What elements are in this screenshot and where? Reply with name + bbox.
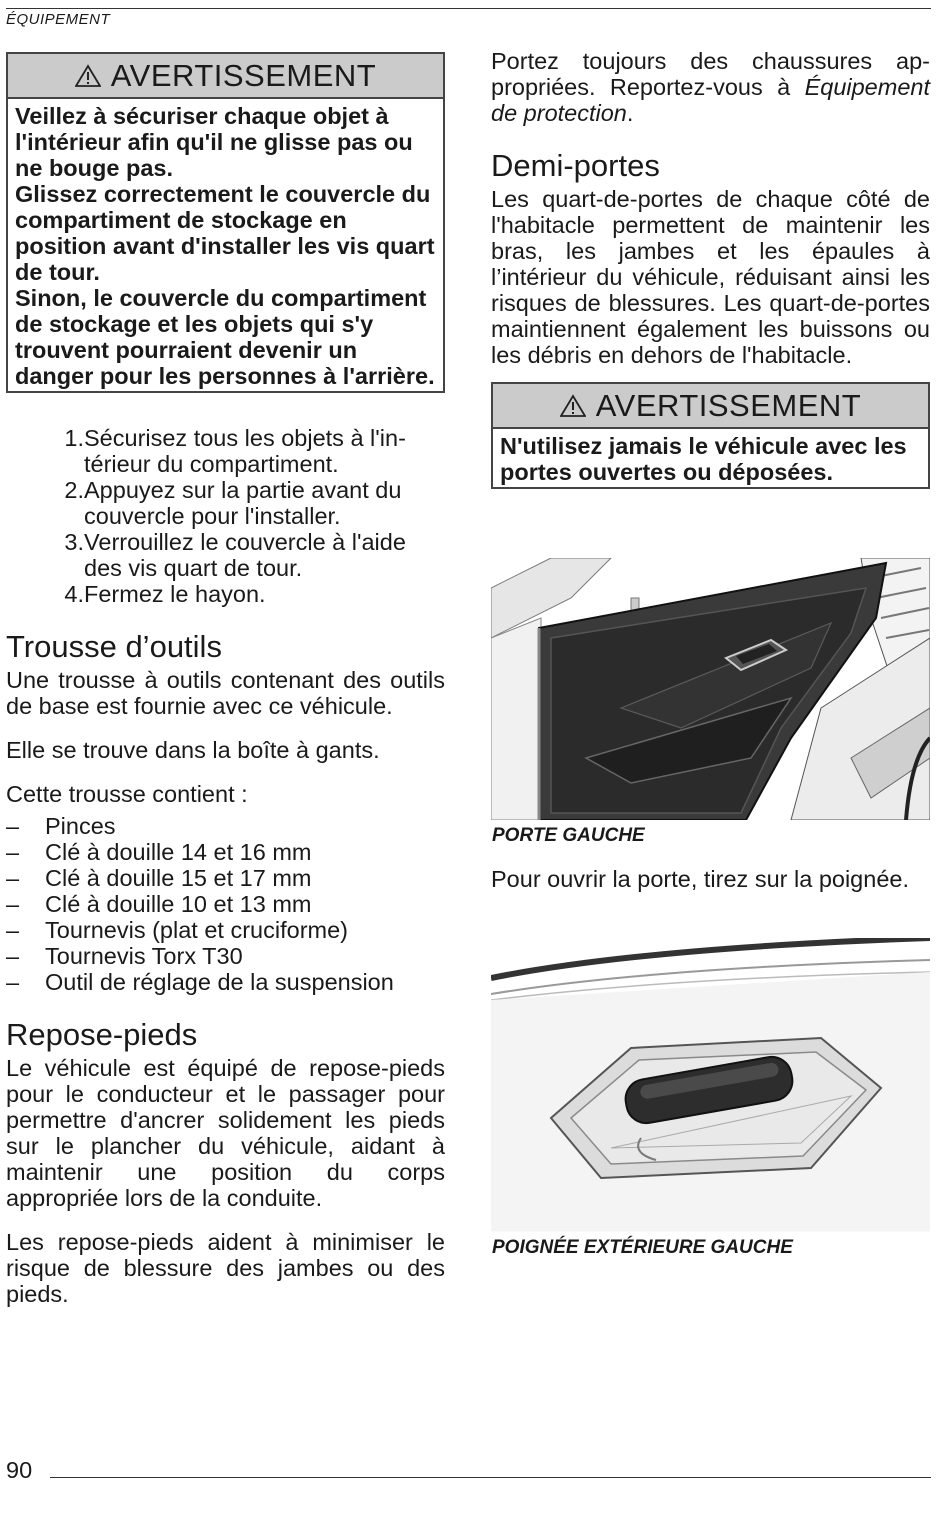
figure-caption-left-door: PORTE GAUCHE <box>492 825 645 846</box>
warning-box-doors <box>491 382 930 489</box>
header-rule <box>6 8 931 9</box>
right-column <box>491 48 930 489</box>
warning-body <box>8 99 443 391</box>
toolkit-heading: Trousse d’outils <box>6 629 222 664</box>
footrest-heading: Repose-pieds <box>6 1017 198 1052</box>
left-column <box>6 52 445 1307</box>
warning-triangle-icon <box>560 394 586 418</box>
figure-caption-exterior-handle: POIGNÉE EXTÉRIEURE GAUCHE <box>492 1237 793 1258</box>
warning-body <box>493 429 928 487</box>
toolkit-item: – Pinces <box>6 813 116 839</box>
toolkit-contents-intro: Cette trousse contient : <box>6 781 248 807</box>
protective-equipment-reference: Équipement de protection <box>491 74 930 126</box>
toolkit-location: Elle se trouve dans la boîte à gants. <box>6 737 380 763</box>
warning-header <box>8 54 443 99</box>
door-drawing <box>491 558 930 820</box>
step-item <box>6 425 445 477</box>
step-number: 3. <box>64 529 84 555</box>
step-text: Fermez le hayon. <box>84 581 266 607</box>
doors-heading: Demi-portes <box>491 148 660 183</box>
toolkit-item: – Outil de réglage de la suspension <box>6 969 394 995</box>
warning-header <box>493 384 928 429</box>
warning-title: AVERTISSEMENT <box>595 387 862 423</box>
toolkit-item: – Tournevis Torx T30 <box>6 943 243 969</box>
footrest-paragraph-2: Les repose-pieds aident à minimiser le risque de blessure des jambes ou des pieds. <box>6 1229 445 1307</box>
toolkit-item: – Clé à douille 10 et 13 mm <box>6 891 312 917</box>
warning-paragraph: Sinon, le couvercle du compartiment de stockage et les objets qui s'y trouvent pourraient devenir un danger pour les personnes à l'arrière. <box>15 285 435 389</box>
step-text: Verrouillez le couvercle à l'aide des vis quart de tour. <box>84 529 406 581</box>
step-text: Appuyez sur la partie avant du couvercle pour l'installer. <box>84 477 402 529</box>
footrest-paragraph: Le véhicule est équipé de repose-pieds pour le conducteur et le passager pour permettre d'ancrer solidement les pieds sur le plancher du véhicule, aidant à maintenir une position du corps appropriée lors de la conduite. <box>6 1055 445 1211</box>
warning-paragraph: N'utilisez jamais le véhicule avec les portes ouvertes ou déposées. <box>500 433 907 485</box>
doors-paragraph: Les quart-de-portes de chaque côté de l'habitacle permettent de maintenir les bras, les jambes et les épaules à l’intérieur du véhicule, réduisant ainsi les risques de blessures. Les quart-de-portes maintiennent également les buissons ou les débris en dehors de l'habitacle. <box>491 186 930 368</box>
toolkit-list <box>6 813 445 995</box>
warning-box-storage <box>6 52 445 393</box>
steps-list <box>6 425 445 607</box>
warning-paragraph: Veillez à sécuriser chaque objet à l'intérieur afin qu'il ne glisse pas ou ne bouge pas. <box>15 103 413 181</box>
warning-paragraph: Glissez correctement le couvercle du compartiment de stockage en position avant d'installer les vis quart de tour. <box>15 181 435 285</box>
section-label: ÉQUIPEMENT <box>6 11 111 28</box>
toolkit-item: – Tournevis (plat et cruciforme) <box>6 917 348 943</box>
step-item <box>6 581 445 607</box>
step-text: Sécurisez tous les objets à l'intérieur du compartiment. <box>84 425 406 477</box>
toolkit-item: – Clé à douille 15 et 17 mm <box>6 865 312 891</box>
page-number: 90 <box>6 1457 33 1483</box>
step-number: 1. <box>64 425 84 451</box>
shoes-paragraph: Portez toujours des chaussures appropriées. Reportez-vous à Équipement de protection. <box>491 48 930 126</box>
footer-rule <box>50 1477 931 1478</box>
step-number: 4. <box>64 581 84 607</box>
warning-triangle-icon <box>75 64 101 88</box>
toolkit-paragraph: Une trousse à outils contenant des outils de base est fournie avec ce véhicule. <box>6 667 445 719</box>
warning-title: AVERTISSEMENT <box>110 57 377 93</box>
step-item <box>6 477 445 529</box>
step-number: 2. <box>64 477 84 503</box>
step-item <box>6 529 445 581</box>
open-door-paragraph: Pour ouvrir la porte, tirez sur la poignée. <box>491 866 909 892</box>
handle-drawing <box>491 938 930 1232</box>
exterior-handle-illustration <box>491 938 930 1232</box>
left-door-illustration <box>491 558 930 820</box>
toolkit-item: – Clé à douille 14 et 16 mm <box>6 839 312 865</box>
